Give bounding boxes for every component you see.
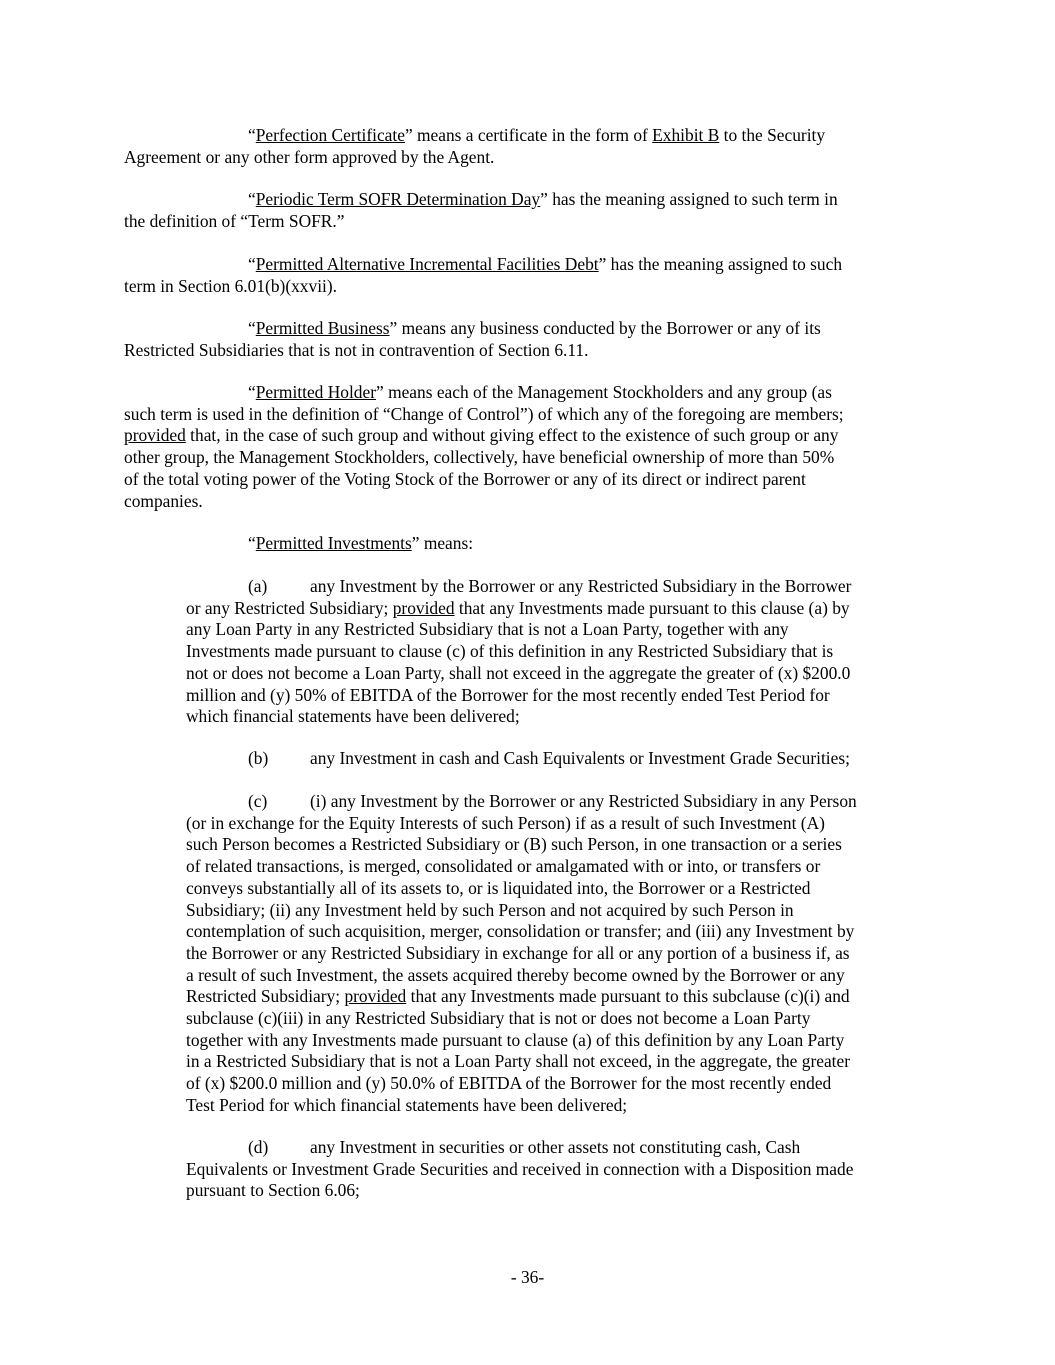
clause-line: Subsidiary; (ii) any Investment held by such Person and not acquired by such Person in — [186, 899, 794, 920]
clause-line: such Person becomes a Restricted Subsidiary or (B) such Person, in one transaction or a series — [186, 834, 842, 855]
clause-line: together with any Investments made pursuant to clause (a) of this definition by any Loan Party — [186, 1029, 845, 1050]
definition-line: Restricted Subsidiaries that is not in contravention of Section 6.11. — [124, 339, 589, 360]
definition-text: ” means each of the Management Stockholders and any group (as — [376, 382, 832, 402]
definition-permitted-holder — [124, 382, 924, 512]
clause-a — [186, 576, 926, 728]
exhibit-reference: Exhibit B — [652, 125, 720, 145]
open-quote: “ — [248, 318, 256, 338]
defined-term: Permitted Investments — [255, 533, 412, 553]
definition-permitted-alternative-debt — [124, 254, 924, 297]
definition-line: of the total voting power of the Voting Stock of the Borrower or any of its direct or indirect parent — [124, 468, 806, 489]
clause-line — [186, 598, 926, 620]
provided-term: provided — [344, 986, 407, 1007]
definition-permitted-business — [124, 318, 924, 361]
provided-term: provided — [124, 425, 186, 446]
clause-text: or any Restricted Subsidiary; — [186, 597, 393, 618]
defined-term: Permitted Alternative Incremental Facilities Debt — [255, 254, 599, 274]
definition-line: companies. — [124, 490, 203, 511]
clause-line: Investments made pursuant to clause (c) of this definition in any Restricted Subsidiary that is — [186, 641, 834, 662]
clause-label: (b) — [248, 748, 269, 768]
definition-text: to the Security — [719, 125, 826, 145]
clause-text: Restricted Subsidiary; — [186, 986, 345, 1007]
definition-text: that, in the case of such group and without giving effect to the existence of such group or any — [185, 425, 839, 446]
clause-line — [186, 576, 926, 598]
defined-term: Perfection Certificate — [255, 125, 405, 145]
open-quote: “ — [248, 189, 256, 209]
definition-text: ” means: — [411, 533, 474, 553]
clause-line: any Loan Party in any Restricted Subsidiary that is not a Loan Party, together with any — [186, 619, 789, 640]
clause-line: pursuant to Section 6.06; — [186, 1180, 360, 1201]
open-quote: “ — [248, 125, 256, 145]
defined-term: Permitted Holder — [255, 382, 376, 402]
definition-text: ” has the meaning assigned to such — [598, 254, 843, 274]
open-quote: “ — [248, 254, 256, 274]
clause-line: of (x) $200.0 million and (y) 50.0% of EBITDA of the Borrower for the most recently ended — [186, 1073, 832, 1094]
clause-line: in a Restricted Subsidiary that is not a Loan Party shall not exceed, in the aggregate, the greater — [186, 1051, 851, 1072]
definition-text: ” has the meaning assigned to such term in — [540, 189, 838, 209]
definition-text: ” means any business conducted by the Borrower or any of its — [389, 318, 821, 338]
clause-text: any Investment by the Borrower or any Restricted Subsidiary in the Borrower — [310, 576, 852, 596]
clause-b — [186, 748, 926, 770]
definition-line: Agreement or any other form approved by the Agent. — [124, 146, 495, 167]
clause-line: conveys substantially all of its assets to, or is liquidated into, the Borrower or a Restricted — [186, 877, 811, 898]
definition-line — [124, 533, 924, 555]
clause-line: Equivalents or Investment Grade Securities and received in connection with a Disposition made — [186, 1158, 854, 1179]
definition-line — [124, 318, 924, 340]
clause-line: the Borrower or any Restricted Subsidiary in exchange for all or any portion of a business if, as — [186, 942, 850, 963]
open-quote: “ — [248, 382, 256, 402]
clause-line: Test Period for which financial statements have been delivered; — [186, 1094, 628, 1115]
clause-line: (or in exchange for the Equity Interests of such Person) if as a result of such Investment (A) — [186, 812, 825, 833]
clause-line: of related transactions, is merged, consolidated or amalgamated with or into, or transfers or — [186, 856, 821, 877]
open-quote: “ — [248, 533, 256, 553]
provided-term: provided — [392, 597, 455, 618]
clause-line — [186, 986, 926, 1008]
clause-line: million and (y) 50% of EBITDA of the Borrower for the most recently ended Test Period for — [186, 684, 830, 705]
definition-permitted-investments — [124, 533, 924, 555]
definition-line — [124, 125, 924, 147]
clause-text: that any Investments made pursuant to this clause (a) by — [454, 597, 850, 618]
clause-line — [186, 1137, 926, 1159]
defined-term: Permitted Business — [255, 318, 390, 338]
definition-line — [124, 189, 924, 211]
defined-term: Periodic Term SOFR Determination Day — [255, 189, 541, 209]
clause-text: that any Investments made pursuant to this subclause (c)(i) and — [406, 986, 850, 1007]
definition-perfection-certificate — [124, 125, 924, 168]
clause-c — [186, 791, 926, 1117]
clause-label: (d) — [248, 1137, 269, 1157]
clause-line — [186, 748, 926, 770]
definition-line: term in Section 6.01(b)(xxvii). — [124, 275, 337, 296]
definition-line: such term is used in the definition of “Change of Control”) of which any of the foregoing are members; — [124, 403, 844, 424]
definition-periodic-term-sofr — [124, 189, 924, 232]
clause-text: (i) any Investment by the Borrower or any Restricted Subsidiary in any Person — [310, 791, 857, 811]
clause-d — [186, 1137, 926, 1202]
clause-line: a result of such Investment, the assets acquired thereby become owned by the Borrower or any — [186, 964, 845, 985]
clause-line — [186, 791, 926, 813]
clause-line: which financial statements have been delivered; — [186, 706, 520, 727]
page-number: - 36- — [510, 1267, 545, 1287]
clause-line: contemplation of such acquisition, merger, consolidation or transfer; and (iii) any Investment by — [186, 921, 855, 942]
definition-line: other group, the Management Stockholders, collectively, have beneficial ownership of more than 50% — [124, 447, 835, 468]
definition-line — [124, 382, 924, 404]
definition-line: the definition of “Term SOFR.” — [124, 210, 345, 231]
clause-label: (c) — [248, 791, 268, 811]
definition-line — [124, 425, 924, 447]
clause-label: (a) — [248, 576, 268, 596]
definition-line — [124, 254, 924, 276]
clause-text: any Investment in cash and Cash Equivalents or Investment Grade Securities; — [310, 748, 850, 768]
clause-text: any Investment in securities or other assets not constituting cash, Cash — [310, 1137, 801, 1157]
clause-line: not or does not become a Loan Party, shall not exceed in the aggregate the greater of (x) $200.0 — [186, 662, 851, 683]
clause-line: subclause (c)(iii) in any Restricted Subsidiary that is not or does not become a Loan Party — [186, 1008, 811, 1029]
definition-text: ” means a certificate in the form of — [404, 125, 653, 145]
